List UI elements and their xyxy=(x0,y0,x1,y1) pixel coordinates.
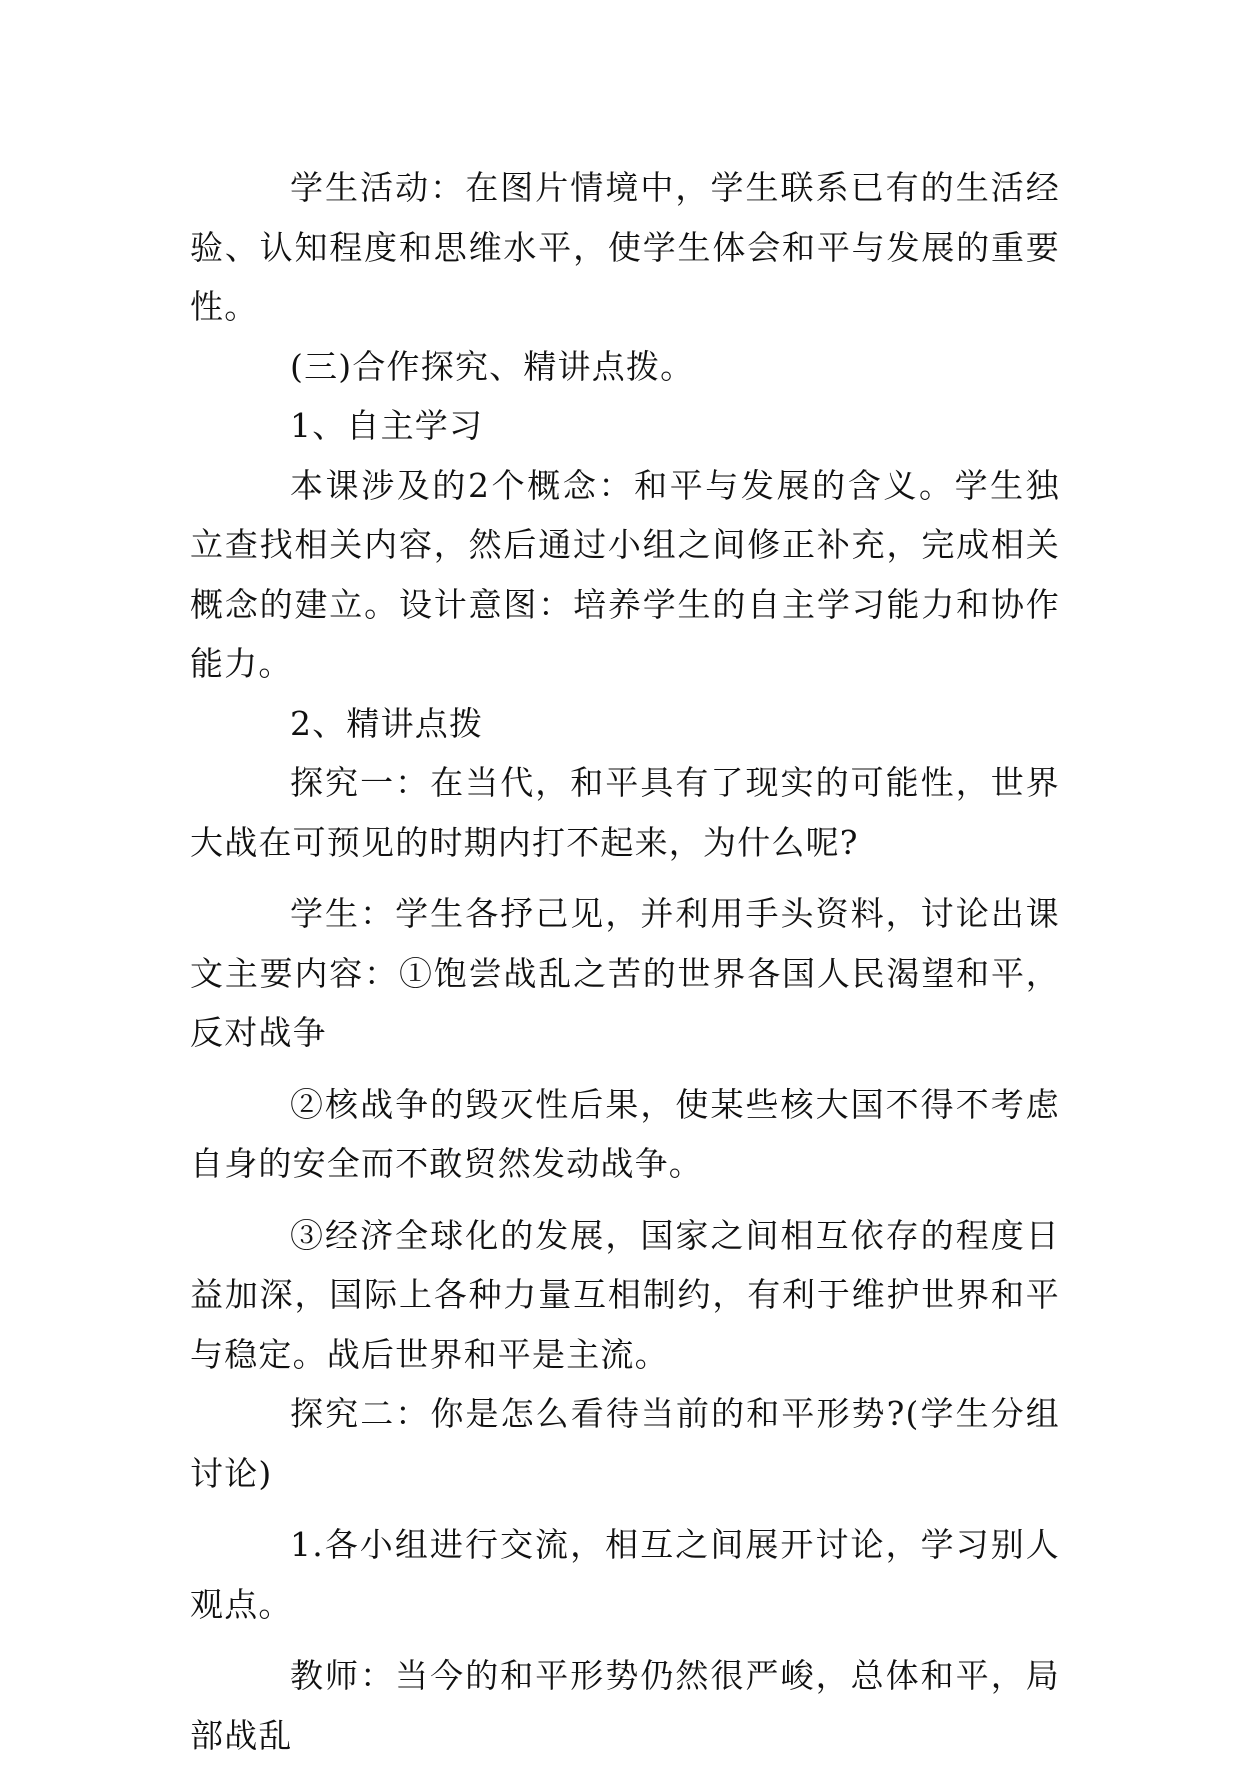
paragraph-group-exchange: 1.各小组进行交流，相互之间展开讨论，学习别人观点。 xyxy=(190,1525,1060,1624)
paragraph-inquiry-two: 探究二：你是怎么看待当前的和平形势?(学生分组讨论) xyxy=(190,1394,1060,1493)
paragraph-point-three: ③经济全球化的发展，国家之间相互依存的程度日益加深，国际上各种力量互相制约，有利于维护世界和平与稳定。战后世界和平是主流。 xyxy=(190,1215,1060,1374)
paragraph-teacher: 教师：当今的和平形势仍然很严峻，总体和平，局部战乱 xyxy=(190,1656,1060,1755)
document-body xyxy=(190,158,1060,1765)
paragraph-section-three-heading: (三)合作探究、精讲点拨。 xyxy=(290,346,695,386)
paragraph-explanation-heading: 2、精讲点拨 xyxy=(290,703,484,743)
paragraph-student-answer: 学生：学生各抒己见，并利用手头资料，讨论出课文主要内容：①饱尝战乱之苦的世界各国人民渴望和平，反对战争 xyxy=(190,894,1060,1052)
paragraph-student-activity: 学生活动：在图片情境中，学生联系已有的生活经验、认知程度和思维水平，使学生体会和平与发展的重要性。 xyxy=(190,168,1060,326)
paragraph-concepts: 本课涉及的2个概念：和平与发展的含义。学生独立查找相关内容，然后通过小组之间修正补充，完成相关概念的建立。设计意图：培养学生的自主学习能力和协作能力。 xyxy=(190,465,1060,683)
paragraph-self-study-heading: 1、自主学习 xyxy=(290,406,484,445)
paragraph-point-two: ②核战争的毁灭性后果，使某些核大国不得不考虑自身的安全而不敢贸然发动战争。 xyxy=(190,1084,1060,1183)
paragraph-inquiry-one: 探究一：在当代，和平具有了现实的可能性，世界大战在可预见的时期内打不起来，为什么呢? xyxy=(190,763,1060,862)
